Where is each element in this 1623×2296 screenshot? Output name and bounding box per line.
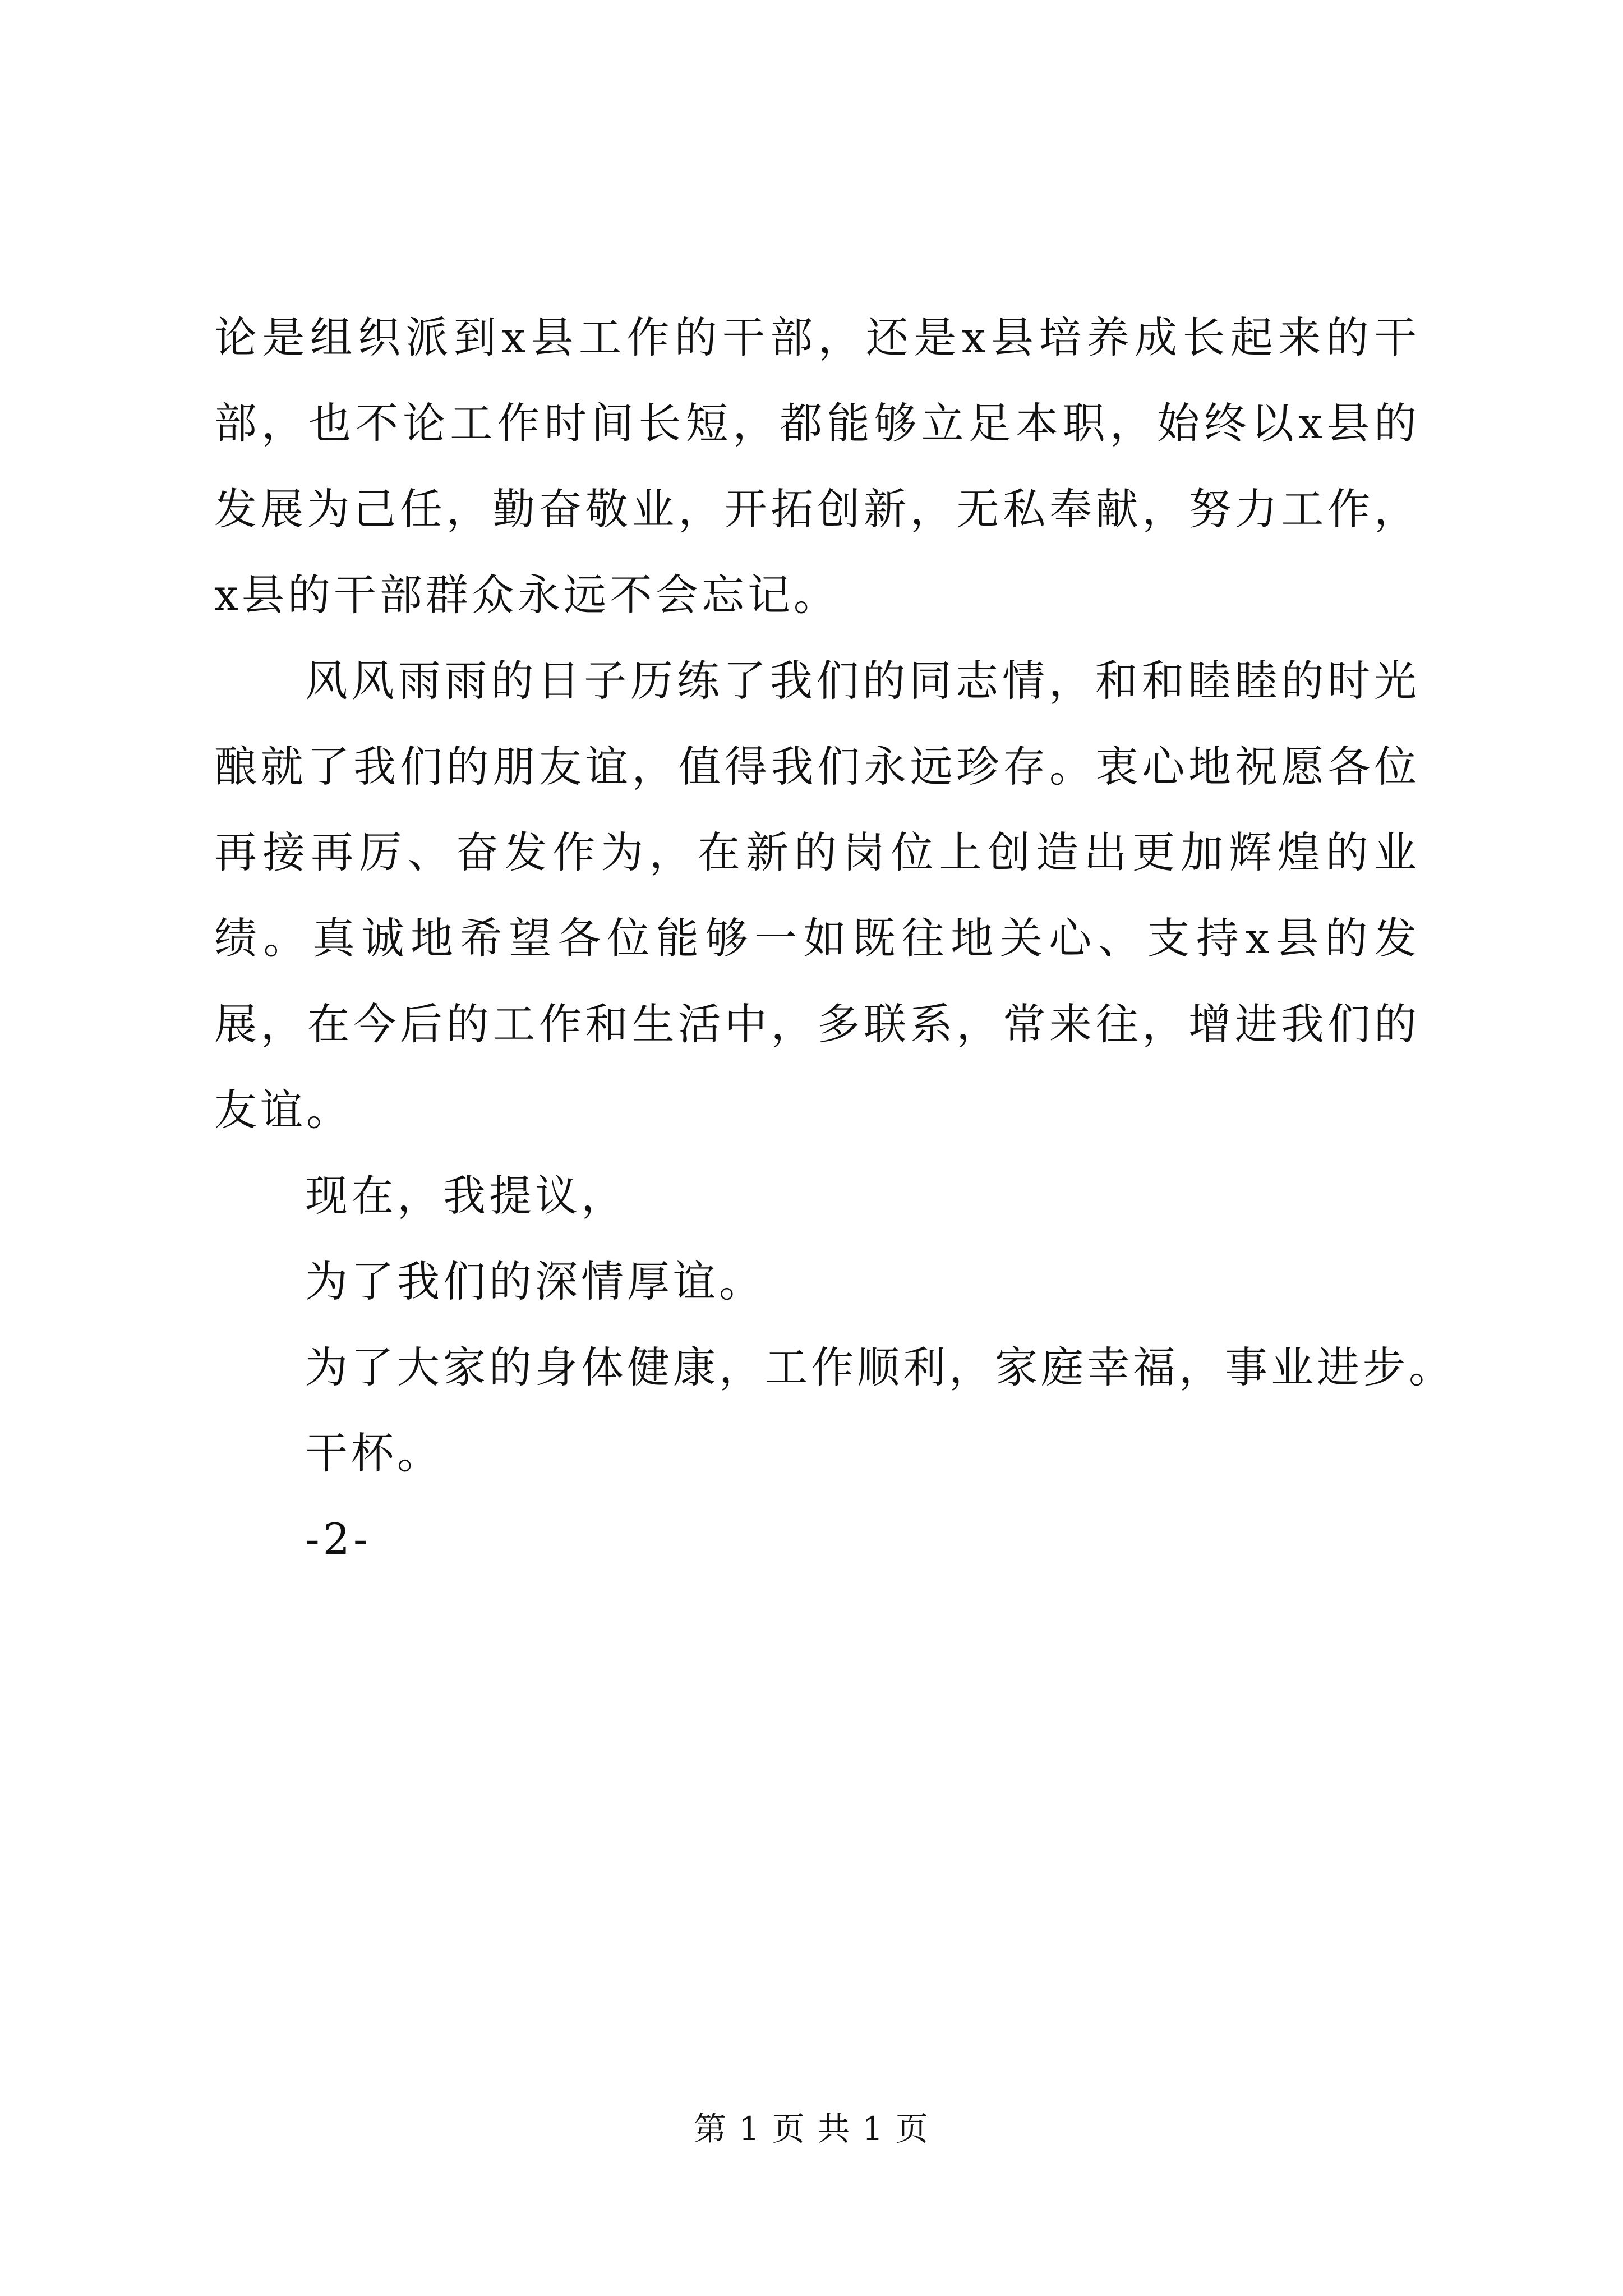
toast-line-proposal: 现在，我提议， [305,1171,627,1221]
paragraph-continuation: 论是组织派到x县工作的干部，还是x县培养成长起来的干部，也不论工作时间长短，都能够立足本职，始终以x县的发展为己任，勤奋敬业，开拓创新，无私奉献，努力工作，x县的干部群众永远不会忘记。 [214,312,1420,620]
toast-line-friendship: 为了我们的深情厚谊。 [305,1257,765,1306]
toast-line-wishes: 为了大家的身体健康，工作顺利，家庭幸福，事业进步。 [305,1342,1455,1392]
document-body [214,295,1455,1582]
toast-line-cheers: 干杯。 [305,1428,443,1478]
page-footer: 第 1 页 共 1 页 [694,2110,929,2148]
inline-page-marker: -2- [305,1514,371,1564]
paragraph-farewell-wishes: 风风雨雨的日子历练了我们的同志情，和和睦睦的时光酿就了我们的朋友谊，值得我们永远珍存。衷心地祝愿各位再接再厉、奋发作为，在新的岗位上创造出更加辉煌的业绩。真诚地希望各位能够一如既往地关心、支持x县的发展，在今后的工作和生活中，多联系，常来往，增进我们的友谊。 [214,656,1420,1135]
